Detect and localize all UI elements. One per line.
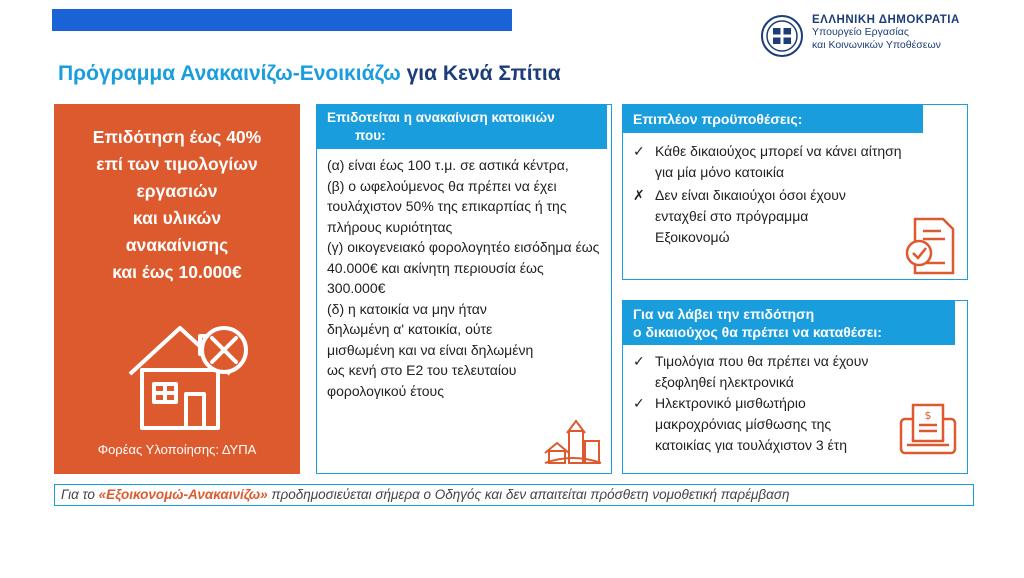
header-line: ο δικαιούχος θα πρέπει να καταθέσει: xyxy=(633,324,882,340)
extra-conditions-panel xyxy=(622,104,968,280)
extra-conditions-header: Επιπλέον προϋποθέσεις: xyxy=(623,105,923,133)
eligibility-list xyxy=(317,149,611,401)
subsidy-line: ανακαίνισης xyxy=(125,235,229,255)
required-documents-panel xyxy=(622,300,968,474)
note-suffix: προδημοσιεύεται σήμερα ο Οδηγός και δεν απαιτείται πρόσθετη νομοθετική παρέμβαση xyxy=(271,487,790,502)
list-item: (β) ο ωφελούμενος θα πρέπει να έχει τουλάχιστον 50% της επικαρπίας ή της πλήρους κυριότητας xyxy=(327,177,567,235)
subsidy-line: εργασιών xyxy=(136,181,218,201)
title-suffix: για Κενά Σπίτια xyxy=(406,62,561,85)
subsidy-line: και έως 10.000€ xyxy=(112,262,242,282)
subsidy-headline xyxy=(62,124,292,286)
implementing-body: Φορέας Υλοποίησης: ΔΥΠΑ xyxy=(97,442,257,457)
note-prefix: Για το xyxy=(61,487,95,502)
required-documents-header xyxy=(623,301,955,345)
document-text: Ηλεκτρονικό μισθωτήριο μακροχρόνιας μίσθωσης της κατοικίας για τουλάχιστον 3 έτη xyxy=(655,395,848,453)
ministry-logo xyxy=(760,12,1010,62)
title-program: Πρόγραμμα Ανακαινίζω-Ενοικιάζω xyxy=(58,62,401,85)
logo-ministry-cont: και Κοινωνικών Υποθέσεων xyxy=(812,39,941,51)
list-item xyxy=(633,351,957,393)
condition-text: Κάθε δικαιούχος μπορεί να κάνει αίτηση για μία μόνο κατοικία xyxy=(655,143,902,180)
cross-icon: ✗ xyxy=(633,187,645,203)
house-tools-icon xyxy=(124,314,254,434)
subsidy-line: και υλικών xyxy=(132,208,222,228)
header-line: που: xyxy=(355,128,386,143)
document-check-icon xyxy=(901,215,961,277)
bottom-note xyxy=(54,484,974,506)
header-line: Επιδοτείται η ανακαίνιση κατοικιών xyxy=(327,110,555,125)
list-item: (γ) οικογενειακό φορολογητέο εισόδημα έως 40.000€ και ακίνητη περιουσία έως 300.000€ xyxy=(327,239,600,296)
top-accent-bar xyxy=(52,9,512,31)
page-title xyxy=(58,62,561,86)
town-icon xyxy=(543,413,603,465)
list-item: (α) είναι έως 100 τ.μ. σε αστικά κέντρα, xyxy=(327,157,569,173)
check-icon: ✓ xyxy=(633,353,645,369)
subsidy-line: επί των τιμολογίων xyxy=(96,154,258,174)
check-icon: ✓ xyxy=(633,395,645,411)
bill-icon xyxy=(897,401,959,457)
eligible-housing-panel xyxy=(316,104,612,474)
svg-text:$: $ xyxy=(924,409,932,422)
condition-text: Δεν είναι δικαιούχοι όσοι έχουν ενταχθεί στο πρόγραμμα Εξοικονομώ xyxy=(655,187,846,245)
list-item: (δ) η κατοικία να μην ήταν δηλωμένη α' κατοικία, ούτε μισθωμένη και να είναι δηλωμένη ως κενή στο Ε2 του τελευταίου φορολογικού έτους xyxy=(327,300,534,399)
note-highlight: «Εξοικονομώ-Ανακαινίζω» xyxy=(98,487,268,502)
logo-country: ΕΛΛΗΝΙΚΗ ΔΗΜΟΚΡΑΤΙΑ xyxy=(812,14,960,26)
list-item xyxy=(633,141,957,183)
seal-icon xyxy=(760,14,804,58)
check-icon: ✓ xyxy=(633,143,645,159)
subsidy-line: Επιδότηση έως 40% xyxy=(92,127,262,147)
eligible-housing-header xyxy=(317,105,607,149)
header-line: Για να λάβει την επιδότηση xyxy=(633,306,815,322)
logo-ministry: Υπουργείο Εργασίας xyxy=(812,26,909,38)
subsidy-panel xyxy=(54,104,300,474)
document-text: Τιμολόγια που θα πρέπει να έχουν εξοφληθεί ηλεκτρονικά xyxy=(655,353,869,390)
